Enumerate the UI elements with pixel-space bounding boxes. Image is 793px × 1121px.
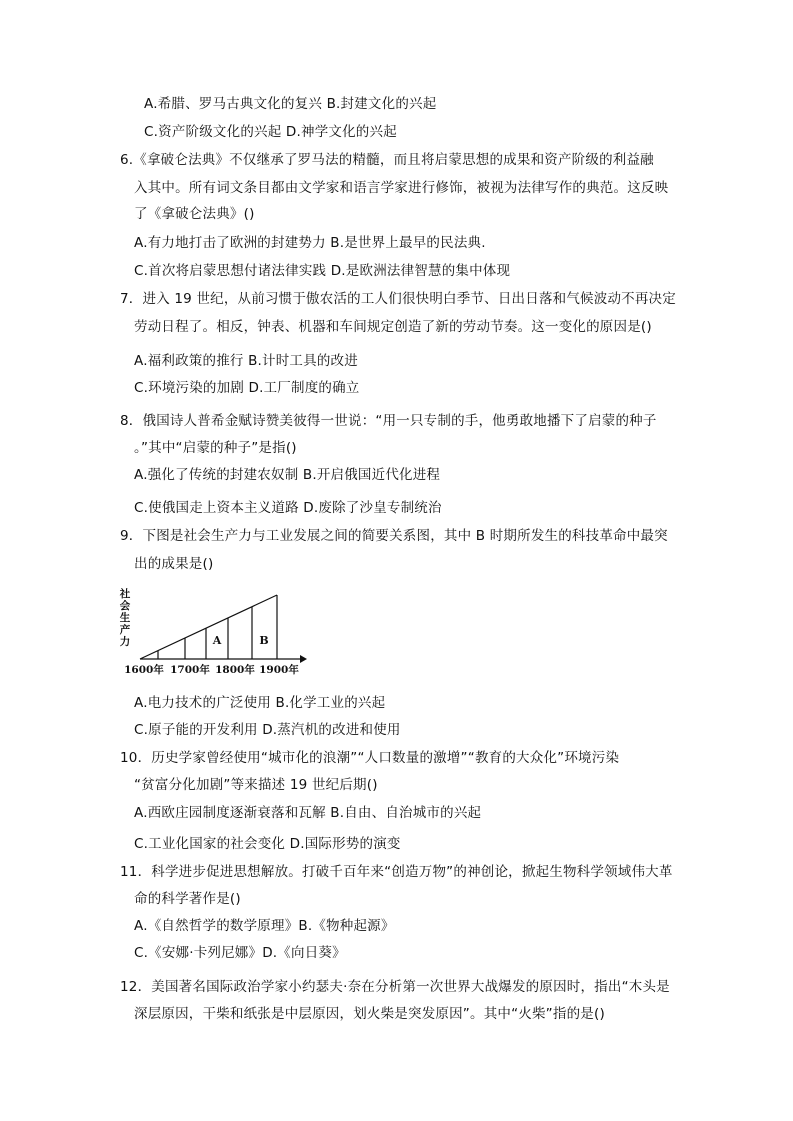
trend-line [140,595,277,659]
q7-options-ab: A.福利政策的推行 B.计时工具的改进 [134,353,358,369]
x-tick-label: 1800年 [215,664,255,676]
x-tick-label: 1600年 [124,664,164,676]
q9-stem-line1: 9．下图是社会生产力与工业发展之间的简要关系图，其中 B 时期所发生的科技革命中最突 [120,528,668,544]
period-label-a: A [212,634,222,647]
q8-options-cd: C.使俄国走上资本主义道路 D.废除了沙皇专制统治 [134,500,442,516]
q6-options-cd: C.首次将启蒙思想付诸法律实践 D.是欧洲法律智慧的集中体现 [134,263,511,279]
q7-stem-line1: 7．进入 19 世纪，从前习惯于傲农活的工人们很快明白季节、日出日落和气候波动不再决定 [120,291,676,307]
q7-options-cd: C.环境污染的加剧 D.工厂制度的确立 [134,380,360,396]
q9-options-ab: A.电力技术的广泛使用 B.化学工业的兴起 [134,695,386,711]
q12-stem-line1: 12．美国著名国际政治学家小约瑟夫·奈在分析第一次世界大战爆发的原因时，指出“木头是 [120,979,670,995]
y-axis-label-char: 力 [119,636,131,648]
q10-stem-line1: 10．历史学家曾经使用“城市化的浪潮”“人口数量的激增”“教育的大众化”环境污染 [120,750,620,766]
x-axis-arrow [300,655,307,663]
q10-options-ab: A.西欧庄园制度逐渐衰落和瓦解 B.自由、自治城市的兴起 [134,805,482,821]
q11-options-ab: A.《自然哲学的数学原理》B.《物种起源》 [134,918,395,934]
y-axis-label-char: 产 [119,624,131,636]
q6-stem-line2: 入其中。所有词文条目都由文学家和语言学家进行修饰，被视为法律写作的典范。这反映 [134,180,669,196]
x-tick-label: 1700年 [170,664,210,676]
q6-stem-line3: 了《拿破仑法典》() [134,206,255,222]
y-axis-label-char: 会 [119,600,131,612]
x-tick-label: 1900年 [259,664,299,676]
q6-stem-line1: 6.《拿破仑法典》不仅继承了罗马法的精髓，而且将启蒙思想的成果和资产阶级的利益融 [120,152,654,168]
q8-stem-line2: 。”其中“启蒙的种子”是指() [134,440,297,456]
q8-stem-line1: 8．俄国诗人普希金赋诗赞美彼得一世说：“用一只专制的手，他勇敢地播下了启蒙的种子 [120,413,657,429]
q7-stem-line2: 劳动日程了。相反，钟表、机器和车间规定创造了新的劳动节奏。这一变化的原因是() [134,319,652,335]
q9-options-cd: C.原子能的开发利用 D.蒸汽机的改进和使用 [134,722,401,738]
q12-stem-line2: 深层原因，干柴和纸张是中层原因，划火柴是突发原因”。其中“火柴”指的是() [134,1006,605,1022]
y-axis-label-char: 生 [119,612,131,624]
q11-stem-line1: 11．科学进步促进思想解放。打破千百年来“创造万物”的神创论，掀起生物科学领域伟大革 [120,864,673,880]
q5-options-ab: A.希腊、罗马古典文化的复兴 B.封建文化的兴起 [144,96,437,112]
q10-stem-line2: “贫富分化加剧”等来描述 19 世纪后期() [134,777,378,793]
q11-options-cd: C.《安娜·卡列尼娜》D.《向日葵》 [134,945,346,961]
q11-stem-line2: 命的科学著作是() [134,891,241,907]
productivity-figure [118,585,308,680]
q5-options-cd: C.资产阶级文化的兴起 D.神学文化的兴起 [144,124,397,140]
q8-options-ab: A.强化了传统的封建农奴制 B.开启俄国近代化进程 [134,467,441,483]
period-label-b: B [259,634,269,647]
q6-options-ab: A.有力地打击了欧洲的封建势力 B.是世界上最早的民法典. [134,235,486,251]
q10-options-cd: C.工业化国家的社会变化 D.国际形势的演变 [134,836,401,852]
y-axis-label-char: 社 [119,588,131,600]
q9-stem-line2: 出的成果是() [134,556,214,572]
